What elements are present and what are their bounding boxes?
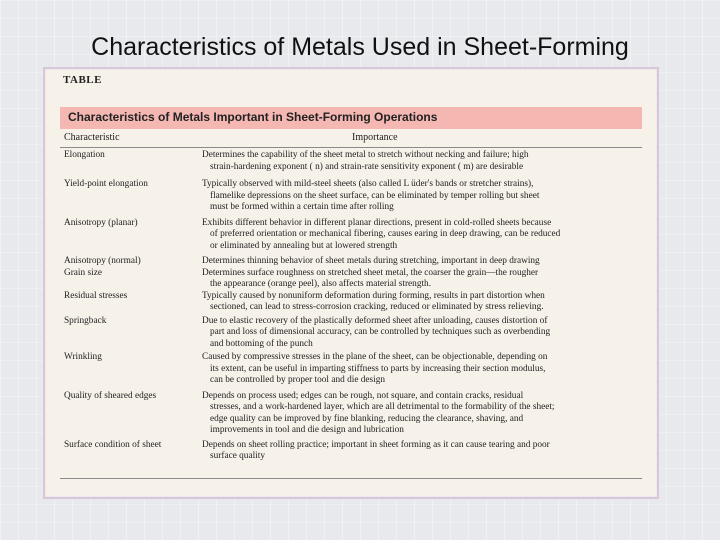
table-header [60, 129, 642, 148]
table-caption: Characteristics of Metals Important in Sheet-Forming Operations [68, 110, 438, 124]
characteristic-cell: Yield-point elongation [64, 179, 148, 189]
characteristic-cell: Residual stresses [64, 290, 128, 301]
characteristic-cell: Elongation [64, 150, 105, 160]
importance-line: must be formed within a certain time after rolling [210, 202, 394, 212]
importance-line: or eliminated by annealing but at lowered strength [210, 240, 398, 251]
importance-line: can be controlled by proper tool and die design [210, 375, 386, 385]
importance-line: part and loss of dimensional accuracy, can be controlled by techniques such as overbending [210, 327, 551, 337]
importance-line: strain-hardening exponent ( n) and strain-rate sensitivity exponent ( m) are desirable [210, 161, 524, 172]
importance-line: Depends on sheet rolling practice; important in sheet forming as it can cause tearing and poor [202, 439, 550, 450]
slide-title: Characteristics of Metals Used in Sheet-Forming [91, 33, 629, 61]
importance-line: Depends on process used; edges can be rough, not square, and contain cracks, residual [202, 390, 524, 401]
importance-cell [202, 391, 639, 437]
table-row [64, 179, 639, 214]
importance-line: the appearance (orange peel), also affects material strength. [210, 279, 432, 289]
table-panel [43, 67, 659, 499]
importance-cell [202, 352, 639, 387]
importance-cell [202, 179, 639, 214]
characteristic-cell: Surface condition of sheet [64, 439, 162, 450]
importance-cell [202, 150, 639, 173]
table-row [64, 291, 639, 314]
importance-line: edge quality can be improved by fine blanking, reducing the clearance, shaving, and [210, 413, 524, 424]
importance-line: its extent, can be useful in imparting stiffness to parts by increasing their section modulus, [210, 363, 546, 374]
importance-line: sectioned, can lead to stress-corrosion cracking, reduced or eliminated by stress relieving. [210, 302, 544, 312]
importance-line: Caused by compressive stresses in the plane of the sheet, can be objectionable, depending on [202, 352, 548, 362]
importance-cell [202, 256, 639, 268]
importance-cell [202, 316, 639, 351]
importance-line: Typically caused by nonuniform deformation during forming, results in part distortion when [202, 290, 545, 301]
importance-line: Typically observed with mild-steel sheets (also called L üder's bands or stretcher strains), [202, 179, 534, 189]
importance-line: Exhibits different behavior in different planar directions, present in cold-rolled sheets because [202, 217, 552, 228]
column-header-characteristic: Characteristic [64, 132, 120, 143]
importance-line: improvements in tool and die design and lubrication [210, 425, 404, 435]
characteristic-cell: Grain size [64, 267, 102, 278]
table-body [64, 150, 639, 463]
characteristic-cell: Anisotropy (planar) [64, 217, 138, 228]
table-bottom-rule [60, 478, 642, 479]
importance-cell [202, 291, 639, 314]
importance-cell [202, 218, 639, 253]
importance-cell [202, 268, 639, 291]
characteristic-cell: Wrinkling [64, 352, 102, 362]
importance-line: Determines surface roughness on stretched sheet metal, the coarser the grain—the rougher [202, 267, 539, 278]
table-row [64, 218, 639, 253]
importance-line: and bottoming of the punch [210, 338, 313, 349]
importance-line: Due to elastic recovery of the plastically deformed sheet after unloading, causes distortion of [202, 315, 548, 326]
importance-cell [202, 440, 639, 463]
table-row [64, 150, 639, 173]
table-row [64, 352, 639, 387]
importance-line: of preferred orientation or mechanical fibering, causes earing in deep drawing, can be reduced [210, 229, 561, 239]
importance-line: surface quality [210, 451, 265, 461]
characteristic-cell: Anisotropy (normal) [64, 256, 141, 266]
table-row [64, 391, 639, 437]
table-label: TABLE [63, 74, 102, 86]
importance-line: Determines thinning behavior of sheet metals during stretching, important in deep drawing [202, 256, 540, 266]
table-row [64, 256, 639, 268]
table-row [64, 440, 639, 463]
characteristic-cell: Springback [64, 315, 107, 326]
importance-line: flamelike depressions on the sheet surface, can be eliminated by temper rolling but sheet [210, 190, 540, 201]
characteristic-cell: Quality of sheared edges [64, 390, 157, 401]
table-row [64, 268, 639, 291]
table-row [64, 316, 639, 351]
importance-line: Determines the capability of the sheet metal to stretch without necking and failure; high [202, 150, 529, 160]
importance-line: stresses, and a work-hardened layer, which are all detrimental to the formability of the sheet; [210, 402, 555, 412]
column-header-importance: Importance [352, 132, 398, 143]
